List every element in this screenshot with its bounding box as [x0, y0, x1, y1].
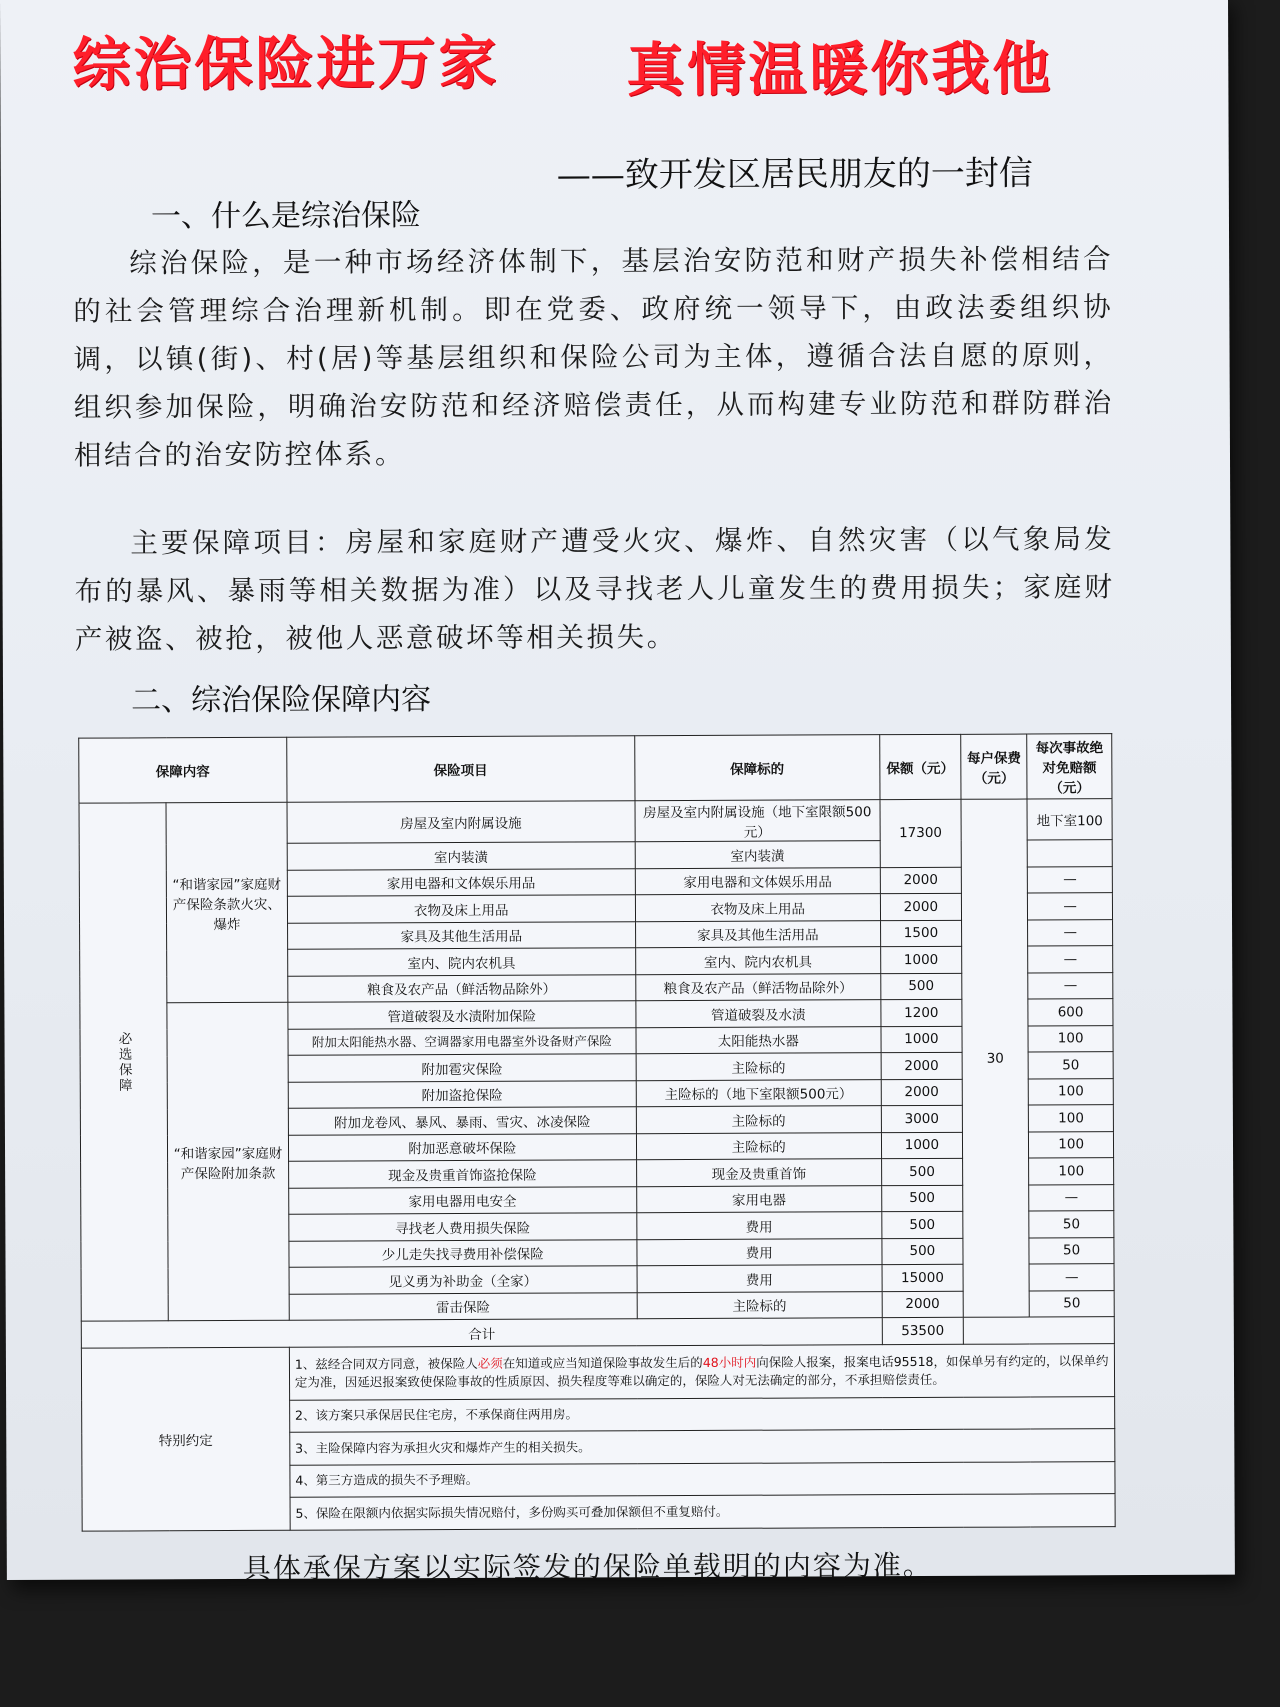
deductible-cell: — — [1028, 893, 1113, 920]
subject-cell: 费用 — [637, 1212, 882, 1240]
deductible-cell: 50 — [1028, 1052, 1113, 1079]
section1-paragraph-2: 主要保障项目：房屋和家庭财产遭受火灾、爆炸、自然灾害（以气象局发布的暴风、暴雨等相关数据为准）以及寻找老人儿童发生的费用损失；家庭财产被盗、被抢，被他人恶意破坏等相关损失。 — [74, 523, 1115, 656]
special-label: 特别约定 — [81, 1347, 290, 1531]
table-row — [79, 799, 1112, 845]
subject-cell: 主险标的 — [636, 1106, 881, 1134]
premium-cell: 30 — [961, 799, 1030, 1317]
item-cell: 寻找老人费用损失保险 — [289, 1213, 637, 1241]
note-3: 3、主险保障内容为承担火灾和爆炸产生的相关损失。 — [290, 1429, 1115, 1465]
section1-paragraph-1: 综治保险，是一种市场经济体制下，基层治安防范和财产损失补偿相结合的社会管理综合治理新机制。即在党委、政府统一领导下，由政法委组织协调，以镇(街)、村(居)等基层组织和保险公司为主体，遵循合法自愿的原则，组织参加保险，明确治安防范和经济赔偿责任，从而构建专业防范和群防群治相结合的治安防控体系。 — [73, 243, 1114, 472]
total-value: 53500 — [882, 1317, 963, 1344]
deductible-cell: 地下室100 — [1027, 799, 1112, 840]
item-cell: 家用电器和文体娱乐用品 — [287, 868, 635, 896]
subject-cell: 主险标的 — [636, 1132, 881, 1160]
amount-cell: 2000 — [882, 1291, 963, 1318]
subject-cell: 主险标的 — [637, 1291, 882, 1319]
note-1 — [289, 1343, 1114, 1400]
amount-cell: 500 — [882, 1238, 963, 1265]
amount-cell: 15000 — [882, 1264, 963, 1291]
amount-cell: 2000 — [880, 893, 961, 920]
item-cell: 管道破裂及水渍附加保险 — [288, 1001, 636, 1029]
deductible-cell: 50 — [1029, 1237, 1114, 1264]
note-row — [81, 1343, 1114, 1401]
amount-cell: 1000 — [880, 946, 961, 973]
coverage-table — [78, 733, 1115, 1531]
amount-cell: 1500 — [880, 920, 961, 947]
subject-cell: 室内、院内农机具 — [635, 947, 880, 975]
item-cell: 衣物及床上用品 — [287, 895, 635, 923]
item-cell: 房屋及室内附属设施 — [287, 801, 635, 844]
deductible-cell: 600 — [1028, 999, 1113, 1026]
item-cell: 见义勇为补助金（全家） — [289, 1266, 637, 1294]
amount-cell: 1000 — [881, 1132, 962, 1159]
amount-cell: 500 — [882, 1211, 963, 1238]
section2-title: 二、综治保险保障内容 — [130, 682, 432, 719]
slogan-right: 真情温暖你我他 — [626, 34, 1054, 105]
amount-cell: 500 — [881, 1185, 962, 1212]
subject-cell: 室内装潢 — [635, 841, 880, 869]
total-filler — [963, 1317, 1114, 1344]
item-cell: 附加盗抢保险 — [288, 1080, 636, 1108]
amount-cell: 3000 — [881, 1105, 962, 1132]
header-subject: 保障标的 — [634, 735, 879, 801]
amount-cell: 2000 — [881, 1079, 962, 1106]
letter-subtitle: ——致开发区居民朋友的一封信 — [556, 153, 1033, 196]
subject-cell: 家用电器 — [636, 1185, 881, 1213]
deductible-cell: 50 — [1029, 1290, 1114, 1317]
amount-cell: 2000 — [880, 867, 961, 894]
note-1-highlight-must: 必须 — [477, 1355, 503, 1371]
footer-note: 具体承保方案以实际签发的保险单载明的内容为准。 — [242, 1548, 933, 1585]
deductible-cell: 100 — [1029, 1078, 1114, 1105]
item-cell: 附加恶意破坏保险 — [288, 1133, 636, 1161]
subject-cell: 粮食及农产品（鲜活物品除外） — [635, 973, 880, 1001]
note-1-part-a: 1、兹经合同双方同意，被保险人 — [294, 1355, 478, 1372]
amount-cell: 2000 — [881, 1052, 962, 1079]
item-cell: 室内、院内农机具 — [287, 948, 635, 976]
item-cell: 室内装潢 — [287, 842, 635, 870]
deductible-cell: 100 — [1029, 1105, 1114, 1132]
note-4: 4、第三方造成的损失不予理赔。 — [290, 1461, 1115, 1497]
header-content: 保障内容 — [79, 737, 287, 803]
mandatory-label: 必选保障 — [79, 803, 168, 1321]
header-premium: 每户保费（元） — [961, 734, 1028, 799]
subject-cell: 太阳能热水器 — [636, 1026, 881, 1054]
deductible-cell: — — [1028, 946, 1113, 973]
table-header-row — [79, 734, 1112, 804]
note-5: 5、保险在限额内依据实际损失情况赔付，多份购买可叠加保额但不重复赔付。 — [290, 1494, 1115, 1530]
note-1-part-b: 在知道或应当知道保险事故发生后的 — [502, 1354, 703, 1371]
subject-cell: 现金及贵重首饰 — [636, 1159, 881, 1187]
deductible-cell: 100 — [1028, 1025, 1113, 1052]
deductible-cell — [1027, 840, 1112, 867]
amount-cell: 17300 — [880, 799, 961, 867]
item-cell: 家具及其他生活用品 — [287, 921, 635, 949]
header-amount: 保额（元） — [880, 734, 961, 799]
item-cell: 雷击保险 — [289, 1292, 637, 1320]
group1-label: “和谐家园”家庭财产保险条款火灾、爆炸 — [166, 802, 288, 1003]
item-cell: 少儿走失找寻费用补偿保险 — [289, 1239, 637, 1267]
amount-cell: 500 — [881, 1158, 962, 1185]
item-cell: 粮食及农产品（鲜活物品除外） — [288, 974, 636, 1002]
deductible-cell: — — [1028, 972, 1113, 999]
amount-cell: 500 — [881, 973, 962, 1000]
item-cell: 家用电器用电安全 — [289, 1186, 637, 1214]
subject-cell: 主险标的（地下室限额500元） — [636, 1079, 881, 1107]
amount-cell: 1000 — [881, 1026, 962, 1053]
deductible-cell: 50 — [1029, 1211, 1114, 1238]
header-item: 保险项目 — [287, 736, 635, 803]
header-deductible: 每次事故绝对免赔额（元） — [1027, 734, 1112, 799]
deductible-cell: — — [1028, 866, 1113, 893]
total-label: 合计 — [81, 1318, 882, 1348]
item-cell: 现金及贵重首饰盗抢保险 — [288, 1160, 636, 1188]
item-cell: 附加龙卷风、暴风、暴雨、雪灾、冰凌保险 — [288, 1107, 636, 1135]
note-1-highlight-48h: 48小时内 — [702, 1354, 757, 1370]
amount-cell: 1200 — [881, 999, 962, 1026]
deductible-cell: — — [1028, 919, 1113, 946]
deductible-cell: — — [1029, 1184, 1114, 1211]
deductible-cell: 100 — [1029, 1131, 1114, 1158]
item-cell: 附加雹灾保险 — [288, 1054, 636, 1082]
subject-cell: 房屋及室内附属设施（地下室限额500元） — [635, 800, 880, 842]
subject-cell: 主险标的 — [636, 1053, 881, 1081]
subject-cell: 家用电器和文体娱乐用品 — [635, 867, 880, 895]
subject-cell: 衣物及床上用品 — [635, 894, 880, 922]
deductible-cell: 100 — [1029, 1158, 1114, 1185]
subject-cell: 费用 — [637, 1238, 882, 1266]
subject-cell: 费用 — [637, 1265, 882, 1293]
slogan-left: 综治保险进万家 — [72, 28, 500, 99]
deductible-cell: — — [1029, 1264, 1114, 1291]
subject-cell: 管道破裂及水渍 — [636, 1000, 881, 1028]
note-2: 2、该方案只承保居民住宅房，不承保商住两用房。 — [289, 1396, 1114, 1432]
section1-title: 一、什么是综治保险 — [150, 198, 422, 235]
subject-cell: 家具及其他生活用品 — [635, 920, 880, 948]
item-cell: 附加太阳能热水器、空调器家用电器室外设备财产保险 — [288, 1027, 636, 1055]
group2-label: “和谐家园”家庭财产保险附加条款 — [167, 1002, 289, 1321]
note-1-part-c: 向保险人报案，报案电话95518，如保单另有约定的，以保单约定为准，因延迟报案致使保险事故的性质原因、损失程度等难以确定的，保险人对无法确定的部分，不承担赔偿责任。 — [294, 1352, 1109, 1390]
